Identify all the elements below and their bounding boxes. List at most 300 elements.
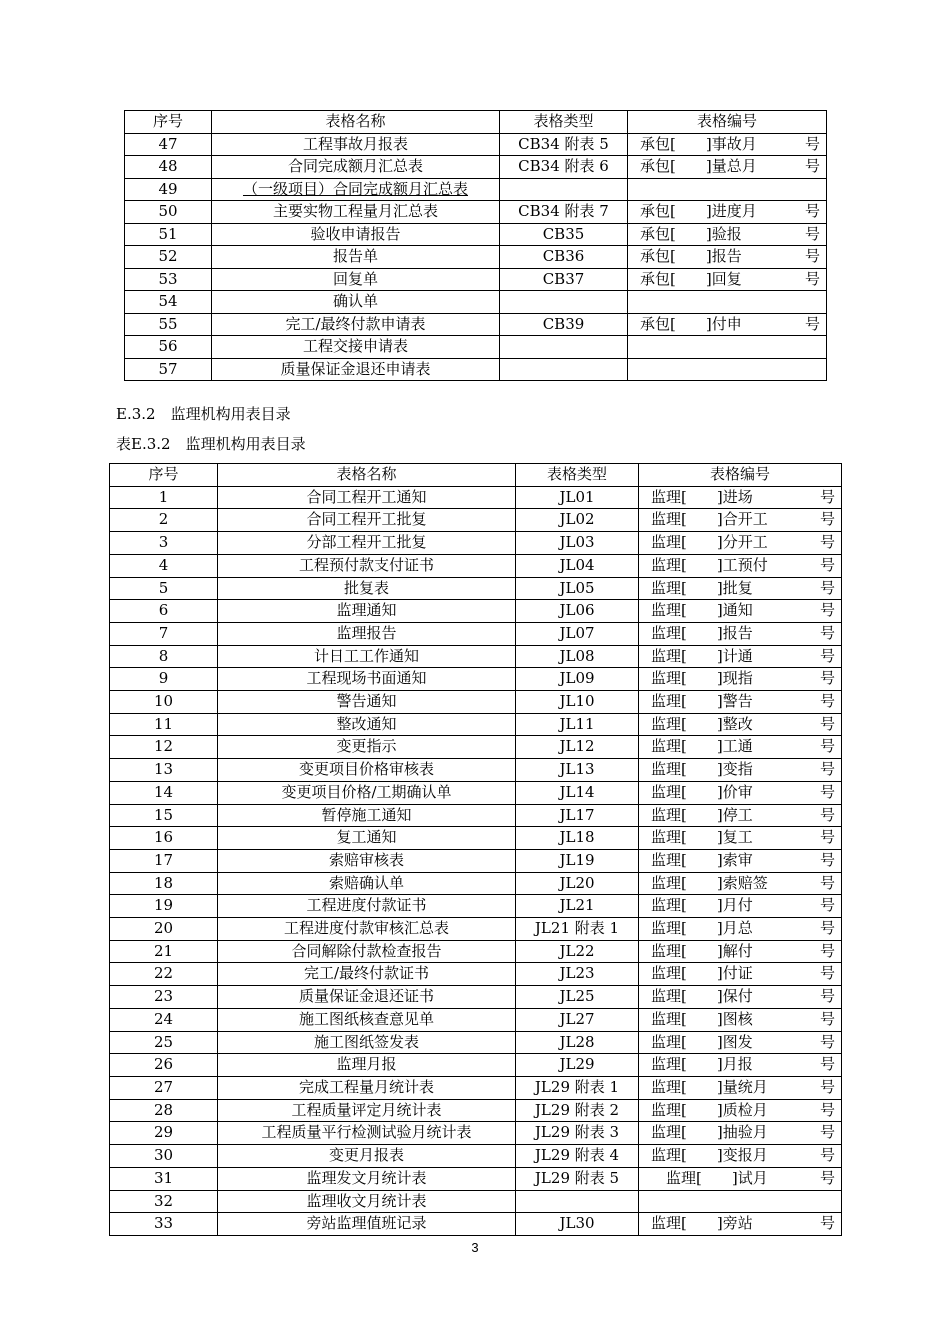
form-name: 主要实物工程量月汇总表 bbox=[212, 201, 500, 224]
form-name: 完工/最终付款申请表 bbox=[212, 313, 500, 336]
form-code-prefix: 监理[ ]变指 bbox=[651, 760, 753, 779]
form-type: JL09 bbox=[516, 668, 639, 691]
form-code-suffix: 号 bbox=[819, 669, 835, 688]
form-code-suffix: 号 bbox=[804, 247, 820, 265]
form-type: JL25 bbox=[516, 986, 639, 1009]
form-code bbox=[628, 201, 827, 224]
table-row bbox=[110, 986, 842, 1009]
row-number: 17 bbox=[110, 849, 218, 872]
table-row bbox=[125, 223, 827, 246]
form-code-prefix: 监理[ ]通知 bbox=[651, 601, 753, 620]
form-code-prefix: 监理[ ]警告 bbox=[651, 692, 753, 711]
form-code-suffix: 号 bbox=[819, 805, 835, 824]
row-number: 16 bbox=[110, 827, 218, 850]
form-code bbox=[639, 645, 842, 668]
row-number: 48 bbox=[125, 156, 212, 179]
form-code-suffix: 号 bbox=[804, 224, 820, 243]
form-code-prefix: 监理[ ]旁站 bbox=[651, 1214, 753, 1233]
form-name: 合同完成额月汇总表 bbox=[212, 156, 500, 179]
form-name: 质量保证金退还证书 bbox=[218, 986, 516, 1009]
page-number: 3 bbox=[471, 1240, 479, 1255]
row-number: 6 bbox=[110, 600, 218, 623]
form-type: JL20 bbox=[516, 872, 639, 895]
row-number: 24 bbox=[110, 1008, 218, 1031]
form-type: CB34 附表 7 bbox=[500, 201, 628, 224]
form-code bbox=[639, 668, 842, 691]
row-number: 11 bbox=[110, 713, 218, 736]
form-type: JL04 bbox=[516, 554, 639, 577]
form-type: CB34 附表 5 bbox=[500, 133, 628, 156]
form-code-prefix: 监理[ ]计通 bbox=[651, 646, 753, 665]
form-code bbox=[639, 509, 842, 532]
form-name: 警告通知 bbox=[218, 691, 516, 714]
form-type: JL02 bbox=[516, 509, 639, 532]
form-code-suffix: 号 bbox=[819, 964, 835, 983]
row-number: 47 bbox=[125, 133, 212, 156]
table-row bbox=[110, 1167, 842, 1190]
form-code-suffix: 号 bbox=[819, 1032, 835, 1051]
form-type: JL21 附表 1 bbox=[516, 918, 639, 941]
form-code bbox=[628, 336, 827, 359]
form-name: 合同解除付款检查报告 bbox=[218, 940, 516, 963]
table-row bbox=[110, 1213, 842, 1236]
table-row bbox=[110, 1076, 842, 1099]
form-name: 索赔确认单 bbox=[218, 872, 516, 895]
form-name: 完成工程量月统计表 bbox=[218, 1076, 516, 1099]
form-code-prefix: 监理[ ]抽验月 bbox=[651, 1123, 768, 1142]
table-row bbox=[125, 178, 827, 201]
row-number: 9 bbox=[110, 668, 218, 691]
row-number: 1 bbox=[110, 486, 218, 509]
form-type: JL06 bbox=[516, 600, 639, 623]
form-code bbox=[639, 1213, 842, 1236]
header-name: 表格名称 bbox=[218, 464, 516, 487]
table-row bbox=[125, 358, 827, 381]
form-code-prefix: 监理[ ]分开工 bbox=[651, 533, 768, 552]
table-row bbox=[110, 691, 842, 714]
form-code-prefix: 监理[ ]索赔签 bbox=[651, 873, 768, 892]
form-type bbox=[500, 336, 628, 359]
form-code bbox=[639, 1145, 842, 1168]
form-code-suffix: 号 bbox=[819, 1146, 835, 1165]
table-row bbox=[125, 313, 827, 336]
table-row bbox=[110, 1054, 842, 1077]
form-type: JL29 附表 2 bbox=[516, 1099, 639, 1122]
supervision-forms-table bbox=[109, 463, 842, 1236]
table-row bbox=[110, 940, 842, 963]
table-row bbox=[125, 291, 827, 314]
form-name: 工程质量平行检测试验月统计表 bbox=[218, 1122, 516, 1145]
table-row bbox=[110, 1145, 842, 1168]
form-type: JL08 bbox=[516, 645, 639, 668]
form-code-suffix: 号 bbox=[819, 1168, 835, 1187]
form-code-prefix: 监理[ ]报告 bbox=[651, 623, 753, 642]
form-code-prefix: 监理[ ]工通 bbox=[651, 737, 753, 756]
form-name: 工程交接申请表 bbox=[212, 336, 500, 359]
form-name: （一级项目）合同完成额月汇总表 bbox=[212, 178, 500, 201]
header-name: 表格名称 bbox=[212, 111, 500, 134]
table-row bbox=[125, 246, 827, 269]
form-type: JL12 bbox=[516, 736, 639, 759]
form-code bbox=[628, 178, 827, 201]
form-code-suffix: 号 bbox=[804, 157, 820, 175]
form-code-prefix: 监理[ ]月报 bbox=[651, 1055, 753, 1074]
form-type: CB35 bbox=[500, 223, 628, 246]
form-type: JL13 bbox=[516, 759, 639, 782]
form-name: 报告单 bbox=[212, 246, 500, 269]
form-code bbox=[639, 554, 842, 577]
form-code-suffix: 号 bbox=[819, 987, 835, 1006]
form-code bbox=[639, 759, 842, 782]
form-code-suffix: 号 bbox=[819, 601, 835, 620]
table-row bbox=[125, 156, 827, 179]
row-number: 53 bbox=[125, 268, 212, 291]
table-row bbox=[125, 133, 827, 156]
form-code-suffix: 号 bbox=[804, 202, 820, 220]
form-code bbox=[639, 1167, 842, 1190]
header-no: 序号 bbox=[125, 111, 212, 134]
form-code bbox=[639, 781, 842, 804]
row-number: 51 bbox=[125, 223, 212, 246]
row-number: 15 bbox=[110, 804, 218, 827]
table-row bbox=[110, 554, 842, 577]
form-name: 工程进度付款审核汇总表 bbox=[218, 918, 516, 941]
form-code-prefix: 承包[ ]量总月 bbox=[640, 157, 757, 175]
form-code-suffix: 号 bbox=[819, 737, 835, 756]
form-name: 合同工程开工通知 bbox=[218, 486, 516, 509]
table-row bbox=[110, 1008, 842, 1031]
form-name: 回复单 bbox=[212, 268, 500, 291]
form-name: 工程质量评定月统计表 bbox=[218, 1099, 516, 1122]
row-number: 50 bbox=[125, 201, 212, 224]
form-name: 变更项目价格审核表 bbox=[218, 759, 516, 782]
form-code-prefix: 监理[ ]质检月 bbox=[651, 1100, 768, 1119]
table-header-row bbox=[125, 111, 827, 134]
form-code bbox=[628, 358, 827, 381]
table-row bbox=[110, 781, 842, 804]
form-code bbox=[628, 246, 827, 269]
header-code: 表格编号 bbox=[639, 464, 842, 487]
form-type: CB37 bbox=[500, 268, 628, 291]
form-type: JL17 bbox=[516, 804, 639, 827]
row-number: 31 bbox=[110, 1167, 218, 1190]
row-number: 3 bbox=[110, 532, 218, 555]
form-code bbox=[639, 895, 842, 918]
form-type bbox=[500, 358, 628, 381]
row-number: 27 bbox=[110, 1076, 218, 1099]
form-code-prefix: 承包[ ]报告 bbox=[640, 247, 742, 265]
form-type: JL10 bbox=[516, 691, 639, 714]
table-row bbox=[110, 759, 842, 782]
row-number: 5 bbox=[110, 577, 218, 600]
form-code bbox=[639, 486, 842, 509]
form-code-suffix: 号 bbox=[804, 134, 820, 153]
row-number: 25 bbox=[110, 1031, 218, 1054]
table-row bbox=[110, 849, 842, 872]
row-number: 13 bbox=[110, 759, 218, 782]
form-name: 旁站监理值班记录 bbox=[218, 1213, 516, 1236]
table-row bbox=[110, 1190, 842, 1213]
row-number: 30 bbox=[110, 1145, 218, 1168]
row-number: 14 bbox=[110, 781, 218, 804]
form-code-prefix: 监理[ ]进场 bbox=[651, 487, 753, 506]
form-type: JL27 bbox=[516, 1008, 639, 1031]
table-row bbox=[110, 918, 842, 941]
form-name: 变更月报表 bbox=[218, 1145, 516, 1168]
form-code-prefix: 监理[ ]图发 bbox=[651, 1032, 753, 1051]
row-number: 26 bbox=[110, 1054, 218, 1077]
form-code-suffix: 号 bbox=[819, 1009, 835, 1028]
form-type: JL21 bbox=[516, 895, 639, 918]
row-number: 33 bbox=[110, 1213, 218, 1236]
table-row bbox=[110, 577, 842, 600]
form-name: 暂停施工通知 bbox=[218, 804, 516, 827]
form-code bbox=[639, 1031, 842, 1054]
form-code-prefix: 监理[ ]工预付 bbox=[651, 555, 768, 574]
form-code-suffix: 号 bbox=[819, 919, 835, 938]
form-type: JL11 bbox=[516, 713, 639, 736]
row-number: 7 bbox=[110, 622, 218, 645]
form-code bbox=[639, 918, 842, 941]
form-type: JL29 bbox=[516, 1054, 639, 1077]
form-type bbox=[500, 291, 628, 314]
row-number: 23 bbox=[110, 986, 218, 1009]
form-type: JL29 附表 1 bbox=[516, 1076, 639, 1099]
form-code bbox=[628, 313, 827, 336]
table-row bbox=[125, 201, 827, 224]
form-code bbox=[639, 600, 842, 623]
form-name: 验收申请报告 bbox=[212, 223, 500, 246]
form-code bbox=[639, 940, 842, 963]
form-name: 工程现场书面通知 bbox=[218, 668, 516, 691]
table-row bbox=[125, 268, 827, 291]
form-code bbox=[628, 291, 827, 314]
form-code-suffix: 号 bbox=[804, 314, 820, 333]
form-code bbox=[639, 532, 842, 555]
row-number: 20 bbox=[110, 918, 218, 941]
form-type: JL28 bbox=[516, 1031, 639, 1054]
form-name: 复工通知 bbox=[218, 827, 516, 850]
form-code-suffix: 号 bbox=[819, 1077, 835, 1096]
row-number: 29 bbox=[110, 1122, 218, 1145]
table-row bbox=[110, 713, 842, 736]
row-number: 28 bbox=[110, 1099, 218, 1122]
form-code-suffix: 号 bbox=[804, 269, 820, 288]
form-code bbox=[628, 268, 827, 291]
form-code bbox=[639, 986, 842, 1009]
form-code-prefix: 监理[ ]停工 bbox=[651, 805, 753, 824]
row-number: 49 bbox=[125, 178, 212, 201]
form-code bbox=[639, 1190, 842, 1213]
form-code-suffix: 号 bbox=[819, 896, 835, 915]
form-code-suffix: 号 bbox=[819, 1214, 835, 1233]
form-name: 监理月报 bbox=[218, 1054, 516, 1077]
table-row bbox=[110, 600, 842, 623]
row-number: 4 bbox=[110, 554, 218, 577]
form-name: 监理发文月统计表 bbox=[218, 1167, 516, 1190]
form-name: 变更指示 bbox=[218, 736, 516, 759]
header-code: 表格编号 bbox=[628, 111, 827, 134]
form-code-suffix: 号 bbox=[819, 782, 835, 801]
form-code-prefix: 监理[ ]保付 bbox=[651, 987, 753, 1006]
form-name: 施工图纸签发表 bbox=[218, 1031, 516, 1054]
form-type bbox=[500, 178, 628, 201]
row-number: 54 bbox=[125, 291, 212, 314]
form-code-suffix: 号 bbox=[819, 510, 835, 529]
table-row bbox=[110, 736, 842, 759]
form-code-prefix: 监理[ ]月付 bbox=[651, 896, 753, 915]
form-type: JL01 bbox=[516, 486, 639, 509]
form-code-prefix: 承包[ ]事故月 bbox=[640, 134, 757, 153]
header-type: 表格类型 bbox=[516, 464, 639, 487]
form-code-prefix: 监理[ ]变报月 bbox=[651, 1146, 768, 1165]
row-number: 32 bbox=[110, 1190, 218, 1213]
form-code bbox=[639, 1122, 842, 1145]
form-code bbox=[639, 713, 842, 736]
form-type: CB36 bbox=[500, 246, 628, 269]
form-code bbox=[639, 622, 842, 645]
form-type: JL14 bbox=[516, 781, 639, 804]
form-code-suffix: 号 bbox=[819, 578, 835, 597]
form-code bbox=[639, 1076, 842, 1099]
form-code-suffix: 号 bbox=[819, 714, 835, 733]
form-name: 完工/最终付款证书 bbox=[218, 963, 516, 986]
table-row bbox=[110, 486, 842, 509]
form-code bbox=[628, 133, 827, 156]
form-code-prefix: 承包[ ]付申 bbox=[640, 314, 742, 333]
form-name: 质量保证金退还申请表 bbox=[212, 358, 500, 381]
form-code-suffix: 号 bbox=[819, 692, 835, 711]
table-row bbox=[110, 827, 842, 850]
table-row bbox=[110, 1031, 842, 1054]
form-name: 确认单 bbox=[212, 291, 500, 314]
form-code-suffix: 号 bbox=[819, 873, 835, 892]
form-code-suffix: 号 bbox=[819, 1123, 835, 1142]
form-code bbox=[639, 827, 842, 850]
form-type: JL03 bbox=[516, 532, 639, 555]
form-code bbox=[639, 1008, 842, 1031]
form-code bbox=[639, 736, 842, 759]
form-code-suffix: 号 bbox=[819, 941, 835, 960]
form-code-suffix: 号 bbox=[819, 828, 835, 847]
form-code-prefix: 监理[ ]解付 bbox=[651, 941, 753, 960]
form-code-suffix: 号 bbox=[819, 555, 835, 574]
row-number: 56 bbox=[125, 336, 212, 359]
form-code bbox=[639, 1099, 842, 1122]
form-code-prefix: 监理[ ]索审 bbox=[651, 850, 753, 869]
table-row bbox=[110, 668, 842, 691]
table-row bbox=[110, 963, 842, 986]
table-row bbox=[110, 622, 842, 645]
form-name: 施工图纸核查意见单 bbox=[218, 1008, 516, 1031]
table-row bbox=[110, 804, 842, 827]
form-code-prefix: 监理[ ]付证 bbox=[651, 964, 753, 983]
row-number: 52 bbox=[125, 246, 212, 269]
form-name: 工程预付款支付证书 bbox=[218, 554, 516, 577]
form-code-prefix: 监理[ ]价审 bbox=[651, 782, 753, 801]
form-code bbox=[628, 156, 827, 179]
form-name: 监理收文月统计表 bbox=[218, 1190, 516, 1213]
table-header-row bbox=[110, 464, 842, 487]
header-no: 序号 bbox=[110, 464, 218, 487]
table-row bbox=[125, 336, 827, 359]
row-number: 10 bbox=[110, 691, 218, 714]
form-name: 工程事故月报表 bbox=[212, 133, 500, 156]
form-code bbox=[639, 849, 842, 872]
form-name: 索赔审核表 bbox=[218, 849, 516, 872]
form-type: JL18 bbox=[516, 827, 639, 850]
form-type: JL05 bbox=[516, 577, 639, 600]
form-type: JL29 附表 4 bbox=[516, 1145, 639, 1168]
form-name: 计日工工作通知 bbox=[218, 645, 516, 668]
form-name: 分部工程开工批复 bbox=[218, 532, 516, 555]
form-code bbox=[639, 963, 842, 986]
form-code-prefix: 监理[ ]试月 bbox=[651, 1168, 768, 1187]
form-code bbox=[639, 872, 842, 895]
table-row bbox=[110, 895, 842, 918]
form-type: JL29 附表 5 bbox=[516, 1167, 639, 1190]
form-name: 合同工程开工批复 bbox=[218, 509, 516, 532]
table-row bbox=[110, 1099, 842, 1122]
form-name: 批复表 bbox=[218, 577, 516, 600]
form-type bbox=[516, 1190, 639, 1213]
form-code-prefix: 监理[ ]月总 bbox=[651, 919, 753, 938]
form-code-suffix: 号 bbox=[819, 646, 835, 665]
form-code-suffix: 号 bbox=[819, 487, 835, 506]
form-code-prefix: 监理[ ]整改 bbox=[651, 714, 753, 733]
form-code-suffix: 号 bbox=[819, 760, 835, 779]
form-code-prefix: 监理[ ]批复 bbox=[651, 578, 753, 597]
table-row bbox=[110, 645, 842, 668]
form-code-prefix: 监理[ ]现指 bbox=[651, 669, 753, 688]
row-number: 55 bbox=[125, 313, 212, 336]
form-type: CB39 bbox=[500, 313, 628, 336]
form-code bbox=[639, 691, 842, 714]
table-row bbox=[110, 1122, 842, 1145]
form-type: JL29 附表 3 bbox=[516, 1122, 639, 1145]
row-number: 57 bbox=[125, 358, 212, 381]
form-code-prefix: 承包[ ]验报 bbox=[640, 224, 742, 243]
form-name: 整改通知 bbox=[218, 713, 516, 736]
form-name: 工程进度付款证书 bbox=[218, 895, 516, 918]
form-code bbox=[639, 577, 842, 600]
form-code-suffix: 号 bbox=[819, 623, 835, 642]
row-number: 12 bbox=[110, 736, 218, 759]
table-row bbox=[110, 872, 842, 895]
row-number: 8 bbox=[110, 645, 218, 668]
row-number: 18 bbox=[110, 872, 218, 895]
form-name: 变更项目价格/工期确认单 bbox=[218, 781, 516, 804]
table-row bbox=[110, 509, 842, 532]
row-number: 21 bbox=[110, 940, 218, 963]
section-heading: E.3.2 监理机构用表目录 bbox=[116, 405, 291, 423]
form-code-suffix: 号 bbox=[819, 850, 835, 869]
form-type: JL07 bbox=[516, 622, 639, 645]
form-code-suffix: 号 bbox=[819, 1100, 835, 1119]
form-code-prefix: 监理[ ]合开工 bbox=[651, 510, 768, 529]
form-type: JL22 bbox=[516, 940, 639, 963]
form-name: 监理报告 bbox=[218, 622, 516, 645]
contractor-forms-table bbox=[124, 110, 827, 381]
table-row bbox=[110, 532, 842, 555]
form-type: JL23 bbox=[516, 963, 639, 986]
table-caption: 表E.3.2 监理机构用表目录 bbox=[116, 435, 306, 453]
form-type: JL30 bbox=[516, 1213, 639, 1236]
form-code-prefix: 承包[ ]进度月 bbox=[640, 202, 757, 220]
form-name: 监理通知 bbox=[218, 600, 516, 623]
form-code-prefix: 承包[ ]回复 bbox=[640, 269, 742, 288]
form-code bbox=[639, 804, 842, 827]
